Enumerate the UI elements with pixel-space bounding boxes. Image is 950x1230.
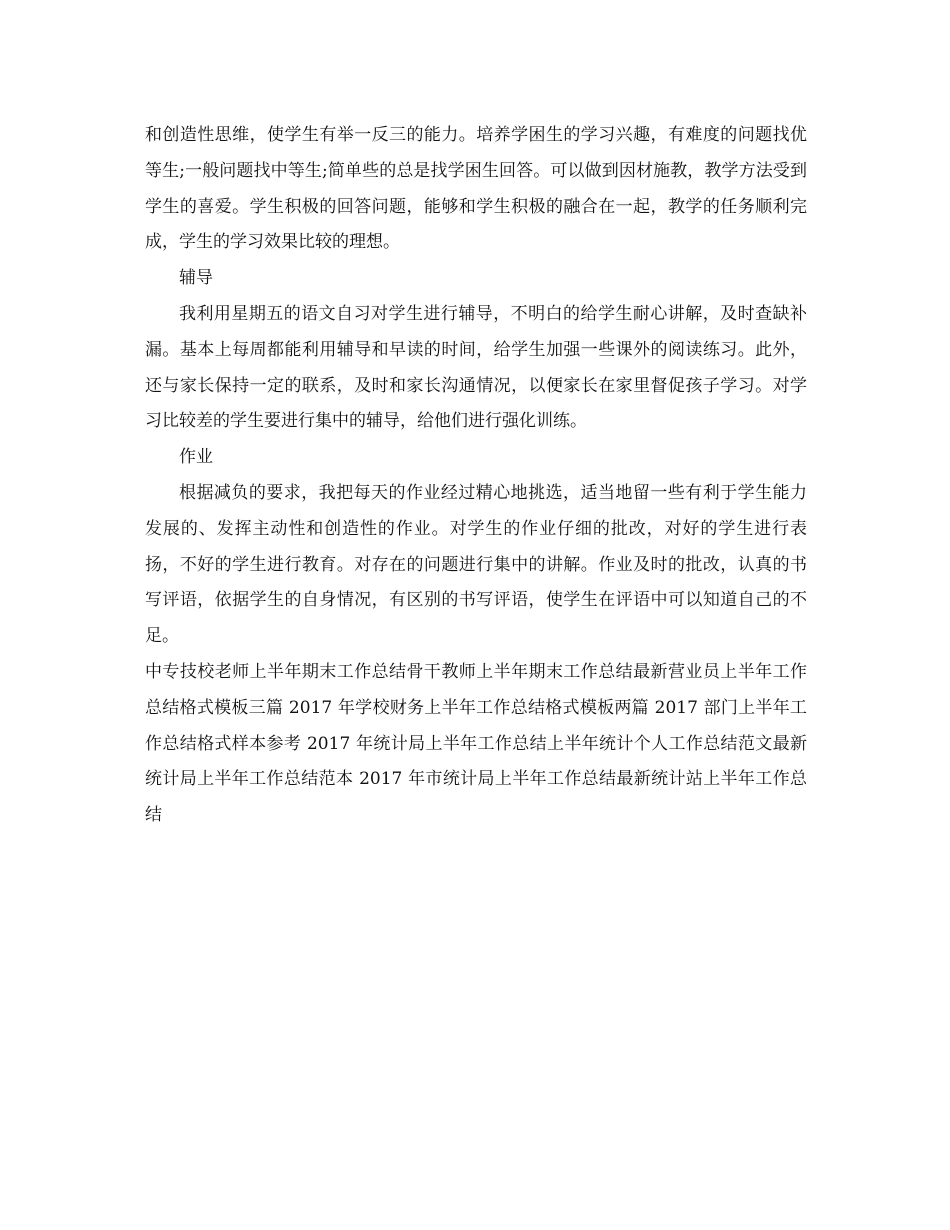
paragraph-teaching-methods: 和创造性思维，使学生有举一反三的能力。培养学困生的学习兴趣，有难度的问题找优等生;一般问题找中等生;简单些的总是找学困生回答。可以做到因材施教，教学方法受到学生的喜爱。学生积极的回答问题，能够和学生积极的融合在一起，教学的任务顺利完成，学生的学习效果比较的理想。 — [145, 125, 807, 253]
paragraph-tutoring: 我利用星期五的语文自习对学生进行辅导，不明白的给学生耐心讲解，及时查缺补漏。基本上每周都能利用辅导和早读的时间，给学生加强一些课外的阅读练习。此外，还与家长保持一定的联系，及时和家长沟通情况，以便家长在家里督促孩子学习。对学习比较差的学生要进行集中的辅导，给他们进行强化训练。 — [145, 303, 807, 432]
section-heading-tutoring: 辅导 — [179, 268, 213, 289]
related-articles-text: 中专技校老师上半年期末工作总结骨干教师上半年期末工作总结最新营业员上半年工作总结格式模板三篇 2017 年学校财务上半年工作总结格式模板两篇 2017 部门上半年工作总结格式样本参考 2017 年统计局上半年工作总结上半年统计个人工作总结范文最新统计局上半年工作总结范本 2017 年市统计局上半年工作总结最新统计站上半年工作总结 — [145, 661, 807, 826]
section-heading-homework: 作业 — [179, 447, 213, 468]
document-body — [145, 118, 807, 834]
paragraph-homework: 根据减负的要求，我把每天的作业经过精心地挑选，适当地留一些有利于学生能力发展的、发挥主动性和创造性的作业。对学生的作业仔细的批改，对好的学生进行表扬，不好的学生进行教育。对存在的问题进行集中的讲解。作业及时的批改，认真的书写评语，依据学生的自身情况，有区别的书写评语，使学生在评语中可以知道自己的不足。 — [145, 482, 807, 647]
